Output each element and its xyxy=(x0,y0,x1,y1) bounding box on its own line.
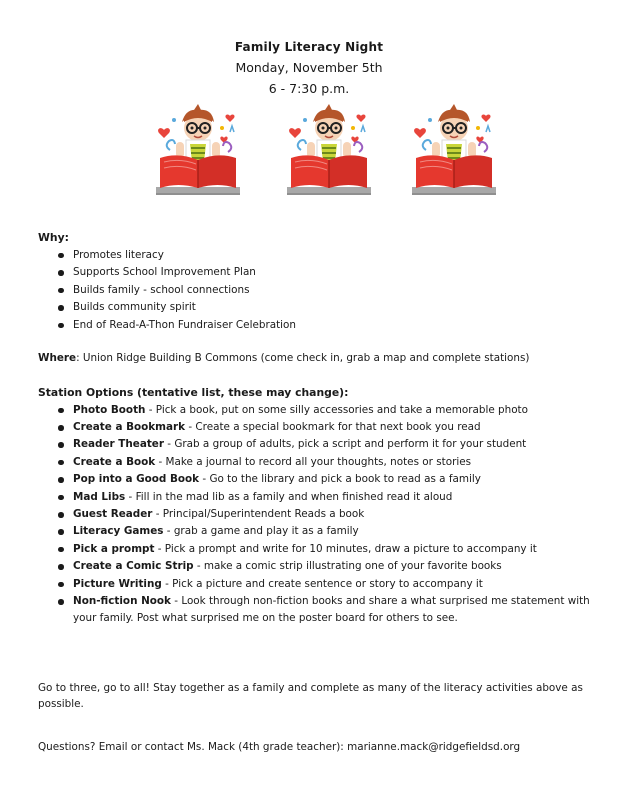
list-item xyxy=(58,506,598,523)
child-reading-book-icon xyxy=(150,104,246,202)
station-name: Pop into a Good Book xyxy=(73,473,200,486)
list-item xyxy=(58,523,598,540)
why-section xyxy=(38,229,598,335)
stations-heading: Station Options (tentative list, these may change): xyxy=(38,386,349,399)
list-item: Builds community spirit xyxy=(58,299,598,317)
station-name: Mad Libs xyxy=(73,490,126,503)
where-section xyxy=(38,350,598,368)
stations-section xyxy=(38,384,598,628)
event-date: Monday, November 5th xyxy=(235,60,383,75)
illustration-row xyxy=(0,104,618,204)
station-name: Create a Comic Strip xyxy=(73,560,194,573)
contact-text: Questions? Email or contact Ms. Mack (4th grade teacher): marianne.mack@ridgefieldsd.org xyxy=(38,741,521,753)
list-item xyxy=(58,593,598,628)
station-desc: - Look through non-fiction books and share a what surprised me statement with your family. Post what surprised me on the poster board for others to see. xyxy=(73,595,590,625)
station-name: Non-fiction Nook xyxy=(73,595,171,608)
station-desc: - grab a game and play it as a family xyxy=(163,525,359,538)
station-name: Pick a prompt xyxy=(73,542,155,555)
list-item: Builds family - school connections xyxy=(58,282,598,300)
where-label: Where xyxy=(38,352,77,364)
station-desc: - make a comic strip illustrating one of your favorite books xyxy=(193,560,502,573)
list-item xyxy=(58,454,598,471)
list-item: Promotes literacy xyxy=(58,247,598,265)
flyer-title: Family Literacy Night xyxy=(234,40,384,54)
station-name: Photo Booth xyxy=(73,403,146,416)
why-list xyxy=(58,247,598,335)
list-item: Supports School Improvement Plan xyxy=(58,264,598,282)
list-item xyxy=(58,558,598,575)
where-text: : Union Ridge Building B Commons (come check in, grab a map and complete stations) xyxy=(76,352,530,364)
station-desc: - Principal/Superintendent Reads a book xyxy=(152,508,365,521)
child-reading-book-icon xyxy=(281,104,377,202)
station-desc: - Fill in the mad lib as a family and when finished read it aloud xyxy=(125,490,453,503)
station-desc: - Pick a book, put on some silly accessories and take a memorable photo xyxy=(145,403,528,416)
station-name: Create a Book xyxy=(73,455,156,468)
flyer-header xyxy=(0,40,618,96)
station-name: Create a Bookmark xyxy=(73,421,186,433)
station-desc: - Create a special bookmark for that next book you read xyxy=(185,421,481,433)
list-item xyxy=(58,541,598,558)
station-desc: - Pick a prompt and write for 10 minutes, draw a picture to accompany it xyxy=(154,542,537,555)
why-heading: Why: xyxy=(38,231,69,244)
station-name: Picture Writing xyxy=(73,577,162,590)
station-desc: - Make a journal to record all your thoughts, notes or stories xyxy=(155,455,472,468)
event-time: 6 - 7:30 p.m. xyxy=(268,81,350,96)
list-item xyxy=(58,489,598,506)
stations-list xyxy=(58,402,598,628)
station-desc: - Go to the library and pick a book to read as a family xyxy=(199,473,481,486)
station-name: Literacy Games xyxy=(73,525,164,538)
station-name: Guest Reader xyxy=(73,508,153,521)
list-item xyxy=(58,419,598,436)
list-item xyxy=(58,576,598,593)
list-item xyxy=(58,471,598,488)
closing-text: Go to three, go to all! Stay together as a family and complete as many of the literacy activities above as possible. xyxy=(38,682,583,710)
station-desc: - Pick a picture and create sentence or story to accompany it xyxy=(161,577,483,590)
station-name: Reader Theater xyxy=(73,438,164,451)
station-desc: - Grab a group of adults, pick a script and perform it for your student xyxy=(163,438,527,451)
list-item xyxy=(58,402,598,419)
list-item: End of Read-A-Thon Fundraiser Celebration xyxy=(58,317,598,335)
list-item xyxy=(58,436,598,453)
child-reading-book-icon xyxy=(406,104,502,202)
